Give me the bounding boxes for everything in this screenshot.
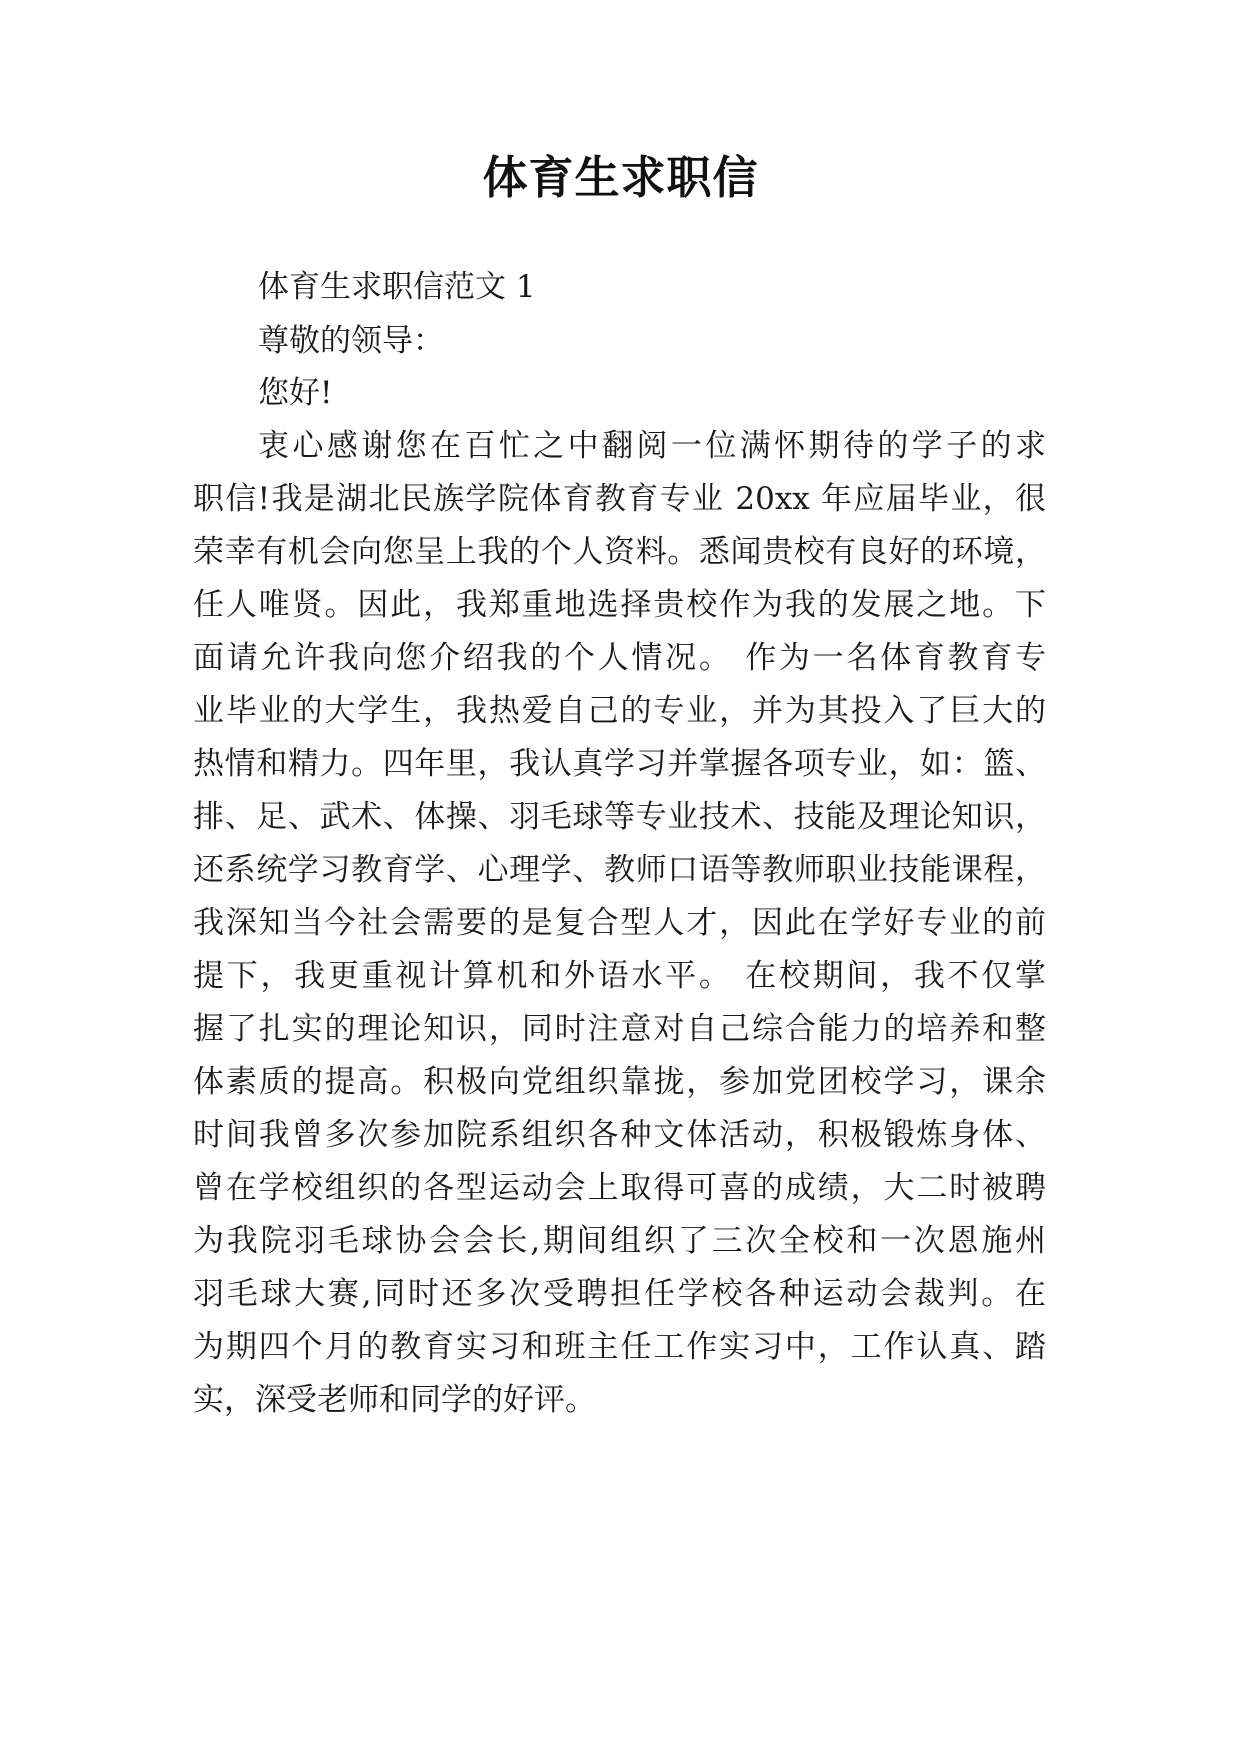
- body-line: 面请允许我向您介绍我的个人情况。 作为一名体育教育专: [193, 640, 1046, 676]
- body-line: 我深知当今社会需要的是复合型人才，因此在学好专业的前: [193, 905, 1046, 941]
- body-line: 荣幸有机会向您呈上我的个人资料。悉闻贵校有良好的环境，: [193, 534, 1046, 570]
- body-line: 体素质的提高。积极向党组织靠拢，参加党团校学习，课余: [193, 1064, 1046, 1100]
- page-title: 体育生求职信: [482, 151, 759, 204]
- body-line: 羽毛球大赛,同时还多次受聘担任学校各种运动会裁判。在: [193, 1276, 1046, 1312]
- body-line: 为期四个月的教育实习和班主任工作实习中，工作认真、踏: [193, 1329, 1046, 1365]
- greeting: 您好!: [258, 375, 333, 411]
- body-line: 曾在学校组织的各型运动会上取得可喜的成绩，大二时被聘: [193, 1170, 1046, 1206]
- document-heading: 体育生求职信范文 1: [258, 269, 536, 305]
- body-line: 职信!我是湖北民族学院体育教育专业 20xx 年应届毕业，很: [193, 481, 1046, 517]
- body-line: 排、足、武术、体操、羽毛球等专业技术、技能及理论知识，: [193, 799, 1046, 835]
- body-line: 还系统学习教育学、心理学、教师口语等教师职业技能课程，: [193, 852, 1046, 888]
- body-line: 提下，我更重视计算机和外语水平。 在校期间，我不仅掌: [193, 958, 1046, 994]
- body-line: 衷心感谢您在百忙之中翻阅一位满怀期待的学子的求: [258, 428, 1046, 464]
- body-line: 热情和精力。四年里，我认真学习并掌握各项专业，如：篮、: [193, 746, 1046, 782]
- body-line: 实，深受老师和同学的好评。: [193, 1382, 596, 1418]
- body-line: 业毕业的大学生，我热爱自己的专业，并为其投入了巨大的: [193, 693, 1046, 729]
- salutation: 尊敬的领导：: [258, 323, 444, 359]
- body-line: 握了扎实的理论知识，同时注意对自己综合能力的培养和整: [193, 1011, 1046, 1047]
- body-line: 为我院羽毛球协会会长,期间组织了三次全校和一次恩施州: [193, 1223, 1046, 1259]
- body-line: 任人唯贤。因此，我郑重地选择贵校作为我的发展之地。下: [193, 587, 1046, 623]
- body-line: 时间我曾多次参加院系组织各种文体活动，积极锻炼身体、: [193, 1117, 1046, 1153]
